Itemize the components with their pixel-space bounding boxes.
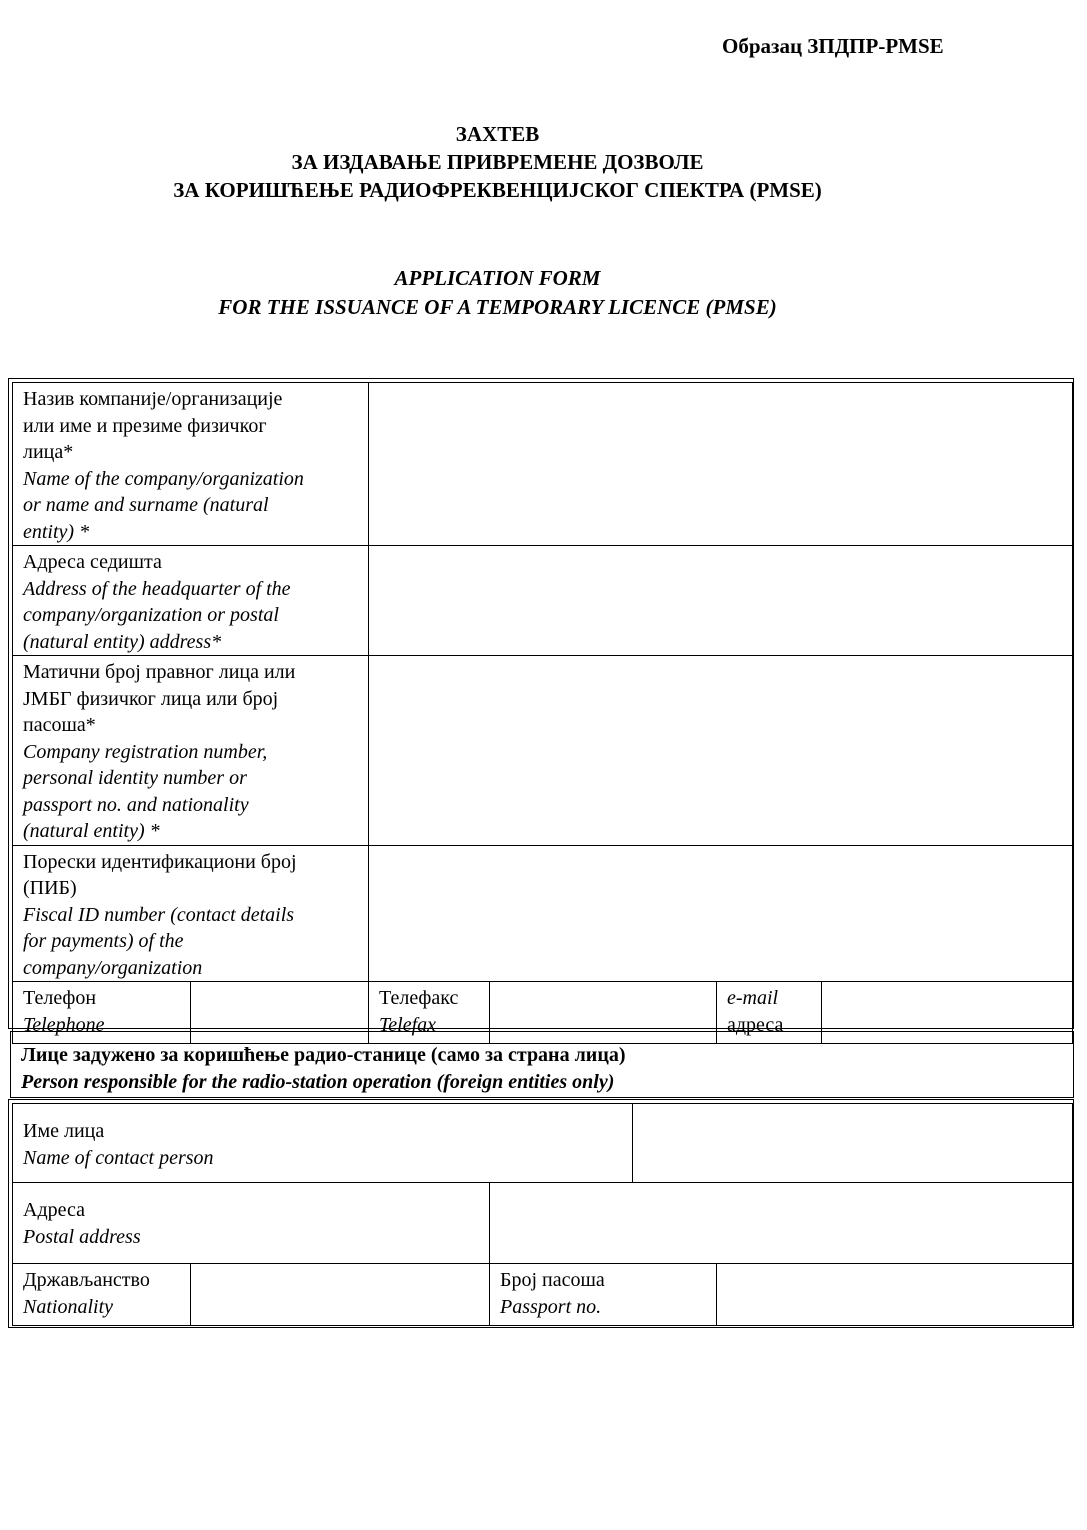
label-line: Passport no. bbox=[500, 1295, 602, 1318]
label-line: Матични број правног лица или bbox=[23, 661, 296, 683]
label-line: пасоша* bbox=[23, 714, 96, 736]
title-sr-line: ЗА ИЗДАВАЊЕ ПРИВРЕМЕНЕ ДОЗВОЛЕ bbox=[291, 150, 704, 174]
address-label bbox=[13, 546, 369, 656]
title-sr-line: ЗА КОРИШЋЕЊЕ РАДИОФРЕКВЕНЦИЈСКОГ СПЕКТРА (PMSE) bbox=[173, 178, 822, 202]
label-line: Fiscal ID number (contact details bbox=[23, 903, 295, 926]
contact-name-field[interactable] bbox=[633, 1104, 1073, 1183]
label-line: Postal address bbox=[23, 1225, 141, 1248]
title-sr-line: ЗАХТЕВ bbox=[455, 122, 540, 146]
label-line: personal identity number or bbox=[23, 767, 247, 789]
label-line: for payments) of the bbox=[23, 930, 184, 952]
table-row bbox=[13, 1264, 1073, 1326]
label-line: Назив компаније/организације bbox=[23, 388, 283, 410]
label-line: (natural entity) address* bbox=[23, 630, 222, 653]
postal-address-field[interactable] bbox=[490, 1183, 1073, 1264]
table-row bbox=[13, 383, 1073, 546]
tax-id-field[interactable] bbox=[369, 845, 1073, 982]
title-english bbox=[0, 264, 995, 322]
label-line: ЈМБГ физичког лица или број bbox=[23, 687, 279, 710]
registration-number-label bbox=[13, 656, 369, 846]
label-line: Телефон bbox=[23, 987, 97, 1009]
table-row bbox=[13, 656, 1073, 846]
label-line: Број пасоша bbox=[500, 1269, 605, 1291]
label-line: passport no. and nationality bbox=[23, 793, 249, 816]
label-line: Telephone bbox=[23, 1013, 105, 1036]
passport-field[interactable] bbox=[717, 1264, 1073, 1326]
company-name-field[interactable] bbox=[369, 383, 1073, 546]
label-line: company/organization bbox=[23, 956, 203, 979]
label-line: Порески идентификациони број bbox=[23, 850, 297, 873]
label-line: (ПИБ) bbox=[23, 877, 77, 899]
responsible-heading-table bbox=[10, 1031, 1074, 1098]
label-line: Address of the headquarter of the bbox=[23, 577, 291, 600]
passport-label bbox=[490, 1264, 717, 1326]
label-line: лица* bbox=[23, 441, 74, 463]
title-serbian bbox=[0, 120, 995, 204]
label-line: Name of contact person bbox=[23, 1146, 214, 1169]
label-line: (natural entity) * bbox=[23, 820, 160, 842]
heading-line: Лице задужено за коришћење радио-станице (само за страна лица) bbox=[21, 1044, 626, 1066]
form-code: Образац ЗПДПР-PMSE bbox=[722, 34, 944, 58]
company-name-label bbox=[13, 383, 369, 546]
label-line: entity) * bbox=[23, 520, 90, 543]
contact-name-label bbox=[13, 1104, 633, 1183]
label-line: or name and surname (natural bbox=[23, 494, 269, 516]
label-line: Адреса bbox=[23, 1199, 85, 1221]
label-line: company/organization or postal bbox=[23, 604, 279, 626]
nationality-label bbox=[13, 1264, 191, 1326]
label-line: Telefax bbox=[379, 1013, 437, 1036]
address-field[interactable] bbox=[369, 546, 1073, 656]
registration-number-field[interactable] bbox=[369, 656, 1073, 846]
table-row bbox=[13, 845, 1073, 982]
tax-id-label bbox=[13, 845, 369, 982]
label-line: адреса bbox=[727, 1013, 784, 1036]
title-en-line: APPLICATION FORM bbox=[394, 266, 601, 290]
label-line: e-mail bbox=[727, 987, 779, 1009]
label-line: Телефакс bbox=[379, 987, 459, 1009]
label-line: Име лица bbox=[23, 1120, 105, 1142]
postal-address-label bbox=[13, 1183, 490, 1264]
table-row bbox=[13, 1183, 1073, 1264]
label-line: Nationality bbox=[23, 1295, 113, 1318]
table-row bbox=[13, 546, 1073, 656]
heading-line: Person responsible for the radio-station operation (foreign entities only) bbox=[21, 1070, 615, 1093]
label-line: Држављанство bbox=[23, 1269, 150, 1291]
responsible-person-heading bbox=[11, 1032, 1074, 1098]
table-row bbox=[11, 1032, 1074, 1098]
label-line: Адреса седишта bbox=[23, 551, 162, 573]
label-line: Name of the company/organization bbox=[23, 467, 304, 490]
table-row bbox=[13, 1104, 1073, 1183]
applicant-table bbox=[12, 382, 1073, 1044]
nationality-field[interactable] bbox=[191, 1264, 490, 1326]
title-en-line: FOR THE ISSUANCE OF A TEMPORARY LICENCE (PMSE) bbox=[218, 295, 777, 319]
label-line: Company registration number, bbox=[23, 740, 268, 763]
responsible-person-table bbox=[12, 1103, 1073, 1326]
label-line: или име и презиме физичког bbox=[23, 414, 267, 437]
